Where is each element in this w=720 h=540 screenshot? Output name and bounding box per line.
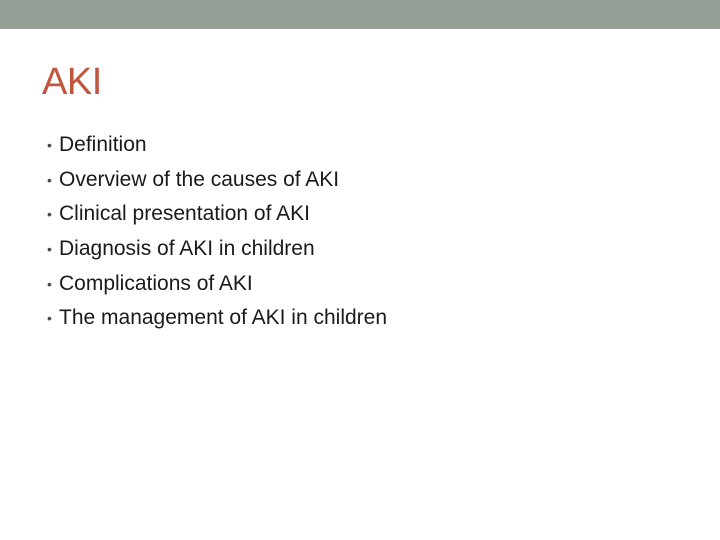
bullet-text: Overview of the causes of AKI: [59, 167, 340, 191]
bullet-text: Complications of AKI: [59, 271, 253, 295]
bullet-marker-icon: •: [47, 137, 52, 154]
bullet-list: [47, 128, 387, 336]
bullet-text: The management of AKI in children: [59, 306, 388, 330]
bullet-item-management: [47, 301, 387, 336]
bullet-marker-icon: •: [47, 275, 52, 292]
slide-title: AKI: [42, 61, 102, 103]
bullet-text: Definition: [59, 133, 147, 157]
bullet-item-definition: [47, 128, 387, 163]
bullet-text: Clinical presentation of AKI: [59, 202, 310, 226]
bullet-marker-icon: •: [47, 310, 52, 327]
bullet-marker-icon: •: [47, 241, 52, 258]
bullet-item-causes: [47, 163, 387, 198]
top-accent-bar: [0, 0, 720, 29]
bullet-marker-icon: •: [47, 206, 52, 223]
bullet-text: Diagnosis of AKI in children: [59, 237, 315, 261]
bullet-item-clinical-presentation: [47, 197, 387, 232]
bullet-item-diagnosis: [47, 232, 387, 267]
bullet-item-complications: [47, 266, 387, 301]
bullet-marker-icon: •: [47, 171, 52, 188]
